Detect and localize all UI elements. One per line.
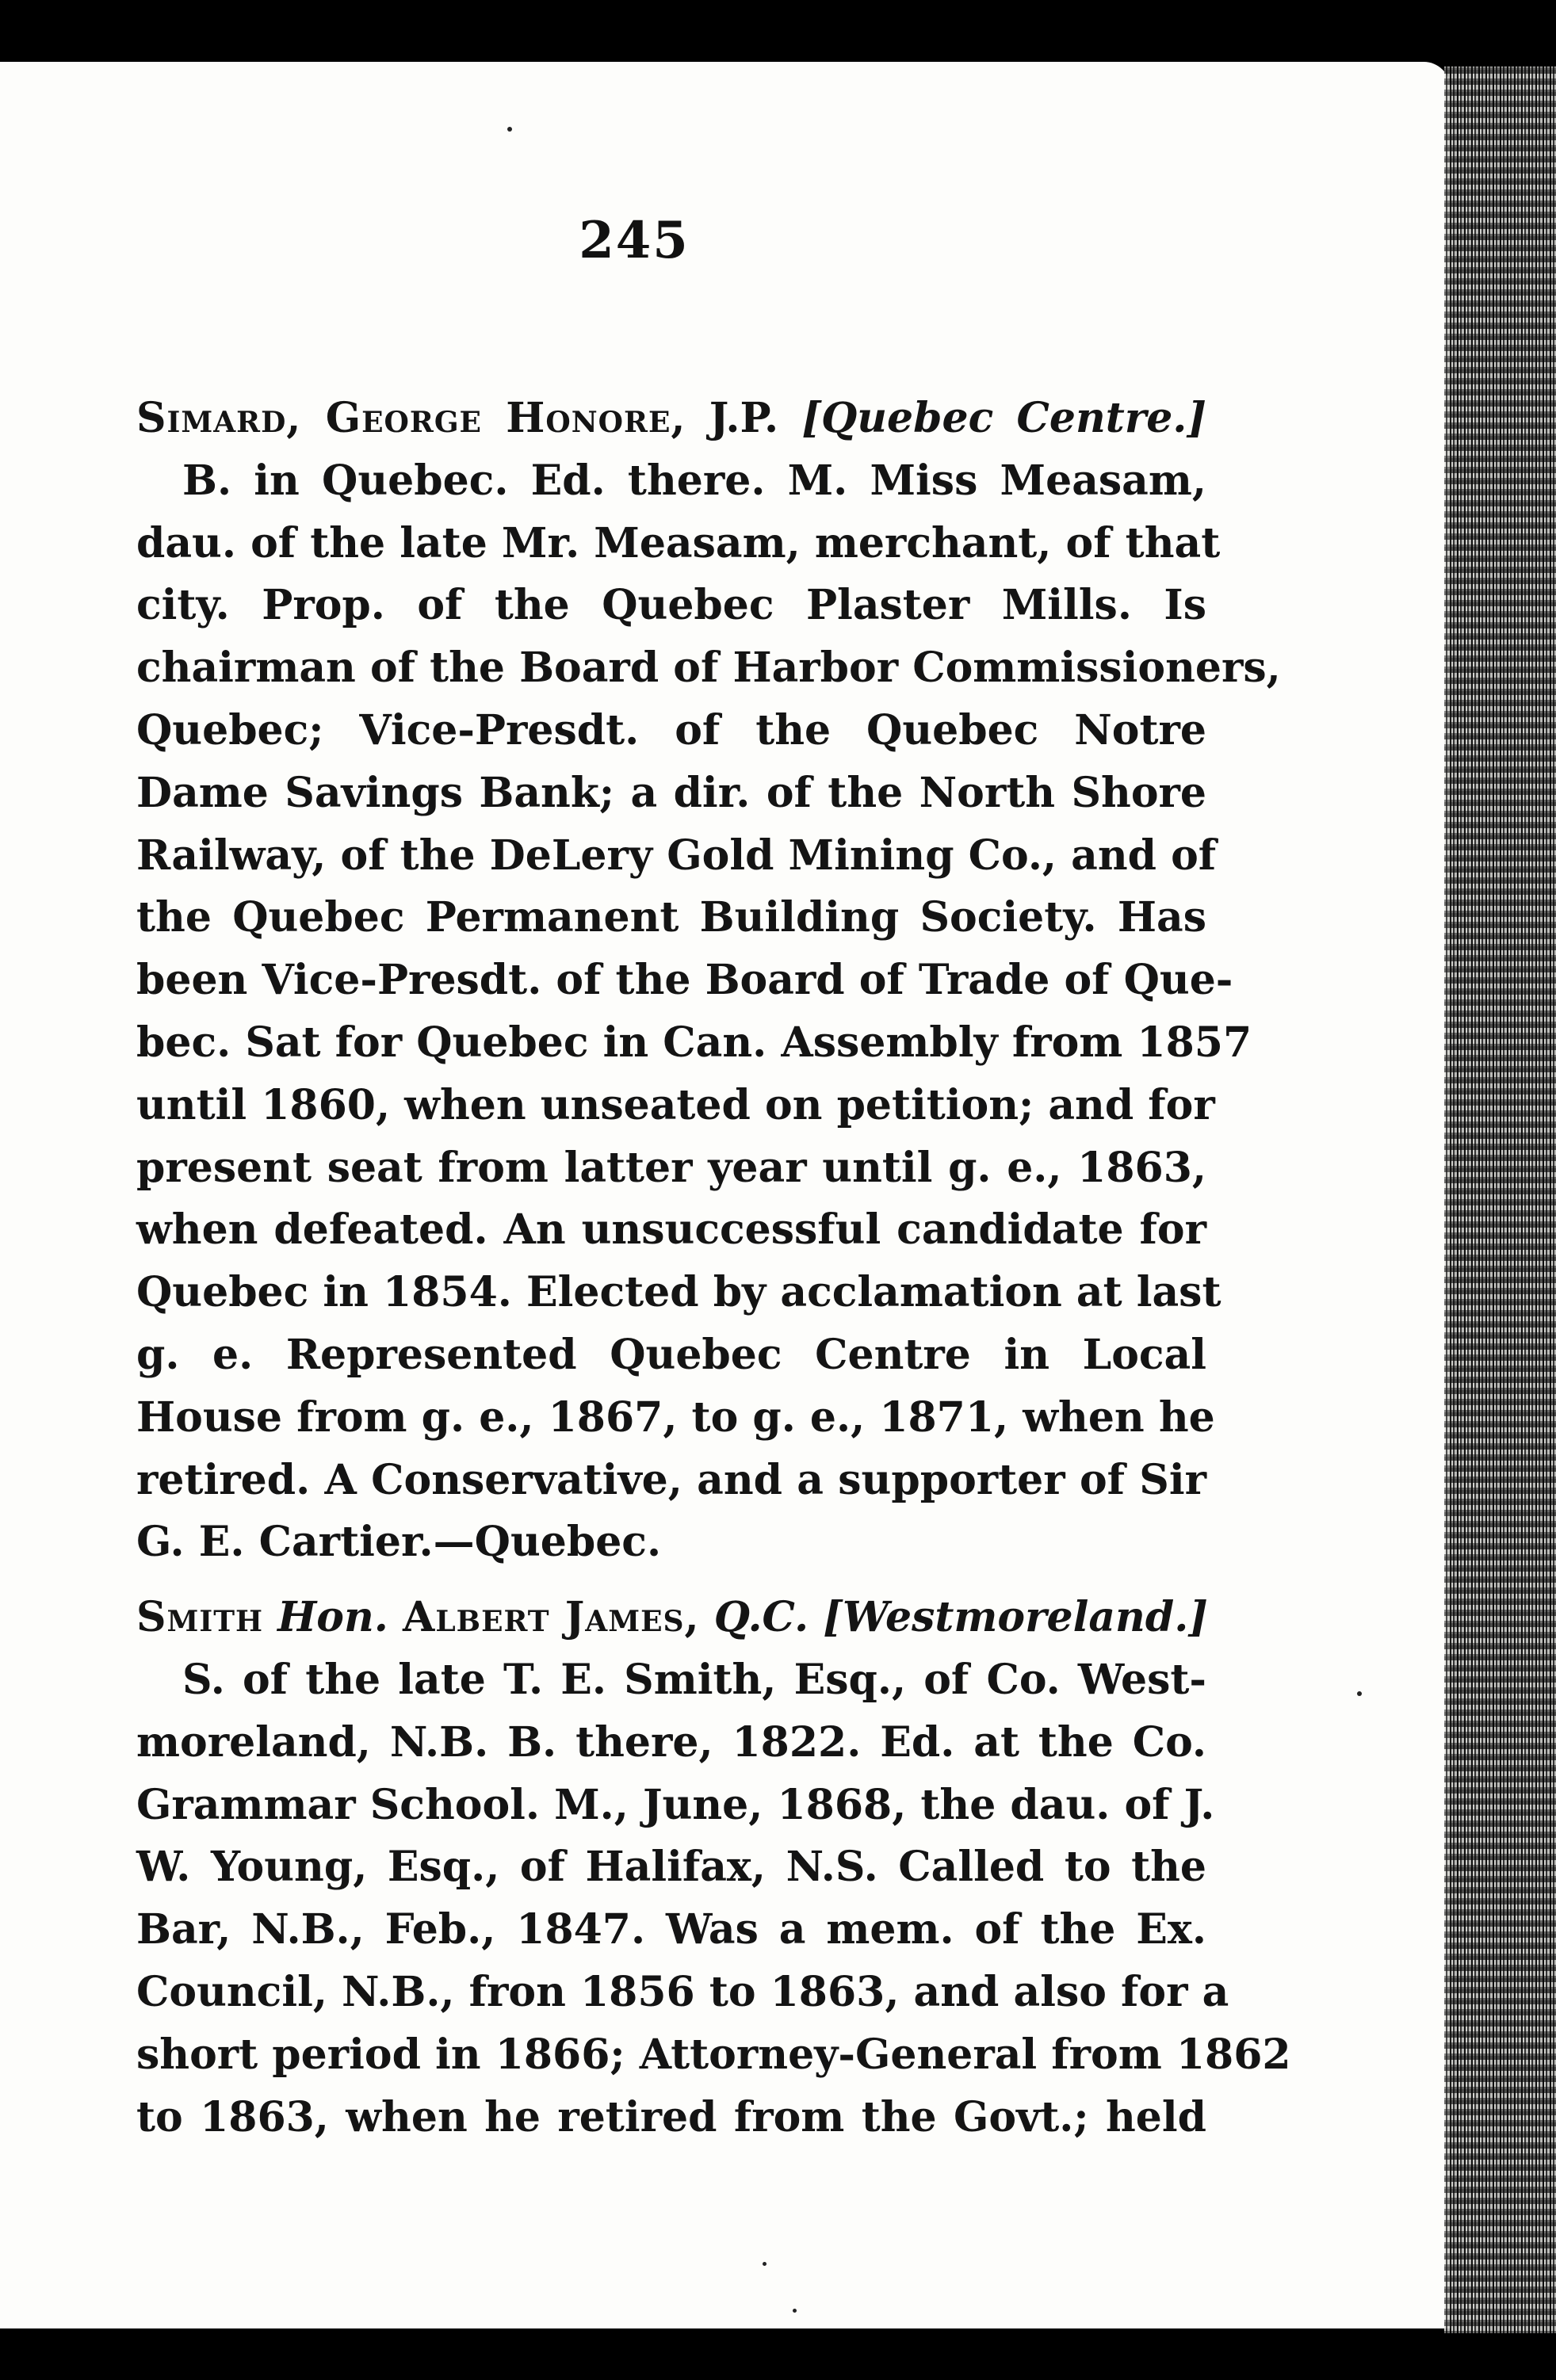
text-line: been Vice-Presdt. of the Board of Trade of Que- — [136, 956, 1233, 1005]
book-page — [0, 62, 1451, 2328]
text-line: bec. Sat for Quebec in Can. Assembly from 1857 — [136, 1018, 1252, 1067]
text-line: to 1863, when he retired from the Govt.; held — [136, 2092, 1206, 2141]
text-line: Railway, of the DeLery Gold Mining Co., and of — [136, 831, 1217, 880]
text-line: Grammar School. M., June, 1868, the dau. of J. — [136, 1780, 1215, 1829]
page-text — [136, 383, 1291, 2149]
text-line: chairman of the Board of Harbor Commissioners, — [136, 644, 1281, 693]
entry-heading-simard — [136, 388, 1206, 450]
text-line: G. E. Cartier.—Quebec. — [136, 1518, 662, 1567]
entry-given-names: Albert James, — [403, 1593, 700, 1642]
print-speck — [1357, 1691, 1362, 1696]
entry-suffix: J.P. — [709, 394, 779, 442]
entry-name: Smith — [136, 1593, 264, 1642]
entry-honorific: Hon. — [277, 1593, 388, 1642]
text-line: the Quebec Permanent Building Society. Has — [136, 893, 1206, 942]
text-line: W. Young, Esq., of Halifax, N.S. Called to the — [136, 1843, 1206, 1892]
text-line: Bar, N.B., Feb., 1847. Was a mem. of the Ex. — [136, 1905, 1206, 1954]
text-line: Council, N.B., fron 1856 to 1863, and also for a — [136, 1967, 1229, 2016]
text-line: House from g. e., 1867, to g. e., 1871, when he — [136, 1392, 1215, 1442]
print-speck — [763, 2262, 767, 2266]
print-speck — [793, 2309, 797, 2313]
entry-constituency: [Quebec Centre.] — [801, 394, 1206, 442]
page-edges — [1444, 67, 1556, 2333]
text-line: Quebec; Vice-Presdt. of the Quebec Notre — [136, 705, 1206, 754]
text-line: dau. of the late Mr. Measam, merchant, of that — [136, 518, 1221, 567]
text-line: Dame Savings Bank; a dir. of the North Shore — [136, 768, 1206, 817]
entry-heading-smith — [136, 1587, 1206, 1649]
text-line: moreland, N.B. B. there, 1822. Ed. at the Co. — [136, 1717, 1206, 1767]
text-line: g. e. Represented Quebec Centre in Local — [136, 1330, 1206, 1379]
text-line: short period in 1866; Attorney-General from 1862 — [136, 2030, 1291, 2079]
text-line: city. Prop. of the Quebec Plaster Mills. Is — [136, 581, 1206, 630]
print-speck — [507, 127, 512, 132]
text-line: when defeated. An unsuccessful candidate for — [136, 1205, 1206, 1255]
text-line: S. of the late T. E. Smith, Esq., of Co. West- — [182, 1655, 1206, 1704]
entry-constituency: [Westmoreland.] — [823, 1593, 1208, 1642]
page-number: 245 — [579, 211, 690, 270]
entry-suffix: Q.C. — [713, 1593, 809, 1642]
text-line: Quebec in 1854. Elected by acclamation at last — [136, 1268, 1221, 1317]
text-line: B. in Quebec. Ed. there. M. Miss Measam, — [182, 456, 1206, 505]
entry-name: Simard, George Honore, — [136, 394, 686, 442]
text-line: present seat from latter year until g. e., 1863, — [136, 1143, 1206, 1192]
text-line: retired. A Conservative, and a supporter of Sir — [136, 1455, 1206, 1504]
text-line: until 1860, when unseated on petition; and for — [136, 1080, 1215, 1129]
